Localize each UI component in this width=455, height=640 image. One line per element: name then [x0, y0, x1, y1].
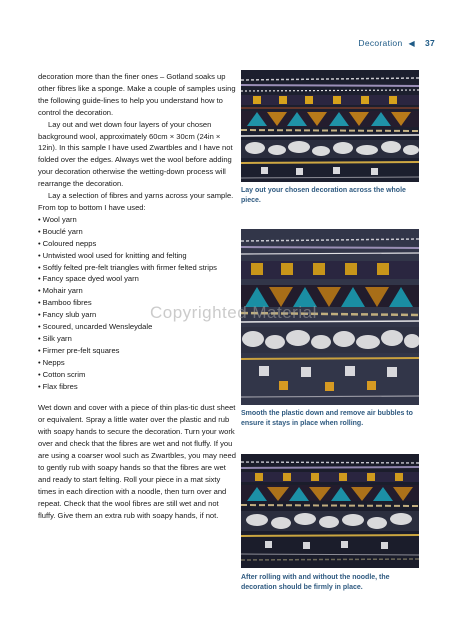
- list-item: • Cotton scrim: [38, 369, 236, 381]
- copyright-watermark: Copyrighted Material: [150, 303, 317, 322]
- photo-caption-3: After rolling with and without the noodle, the decoration should be firmly in place.: [241, 574, 390, 591]
- fibre-list: [38, 214, 236, 393]
- body-text-column: [38, 71, 236, 522]
- paragraph: decoration more than the finer ones – Gotland soaks up other fibres like a sponge. Make a couple of samples using the following guide-lines to help you understand how to control the decoration.: [38, 72, 236, 117]
- list-item: • Bamboo fibres: [38, 297, 236, 309]
- photo-caption-1: Lay out your chosen decoration across the whole piece.: [241, 187, 406, 204]
- left-triangle-icon: ◀: [408, 38, 415, 48]
- list-item: • Silk yarn: [38, 333, 236, 345]
- list-item: • Untwisted wool used for knitting and felting: [38, 250, 236, 262]
- paragraph: Wet down and cover with a piece of thin plas-tic dust sheet or equivalent. Spray a little water over the plastic and rub with soapy hands to secure the decoration. Turn your work over and check that the fibres are wet and not fluffy. If you are using a coarser wool such as Zwartbles, you may need to gently rub with soapy hands so that the fibres are wet and ready to start felting. Roll your piece in a mat sixty times in each direction with a noodle, then turn over and repeat. Check that the wool fibres are still wet and not fluffy. Give them an extra rub with soapy hands, if not.: [38, 403, 236, 520]
- felt-sample-photo-3: [241, 454, 419, 568]
- list-item: • Coloured nepps: [38, 238, 236, 250]
- list-item: • Scoured, uncarded Wensleydale: [38, 321, 236, 333]
- running-header: [358, 38, 435, 48]
- list-item: • Softly felted pre-felt triangles with firmer felted strips: [38, 262, 236, 274]
- paragraph: Lay a selection of fibres and yarns across your sample. From top to bottom I have used:: [38, 191, 234, 212]
- list-item: • Mohair yarn: [38, 285, 236, 297]
- list-item: • Fancy slub yarn: [38, 309, 236, 321]
- list-item: • Nepps: [38, 357, 236, 369]
- list-item: • Bouclé yarn: [38, 226, 236, 238]
- section-title: Decoration: [358, 38, 403, 48]
- list-item: • Fancy space dyed wool yarn: [38, 273, 236, 285]
- paragraph: Lay out and wet down four layers of your chosen background wool, approximately 60cm × 30cm (24in × 12in). In this sample I have used Zwartbles and I have not folded over the edges. Always wet the wool before adding your decoration otherwise the wetting-down process will rearrange the decoration.: [38, 119, 233, 189]
- page-number: 37: [424, 38, 435, 48]
- list-item: • Firmer pre-felt squares: [38, 345, 236, 357]
- list-item: • Flax fibres: [38, 381, 236, 393]
- felt-sample-photo-1: [241, 70, 419, 182]
- felt-sample-photo-2: [241, 229, 419, 405]
- list-item: • Wool yarn: [38, 214, 236, 226]
- photo-caption-2: Smooth the plastic down and remove air bubbles to ensure it stays in place when rolling.: [241, 410, 413, 427]
